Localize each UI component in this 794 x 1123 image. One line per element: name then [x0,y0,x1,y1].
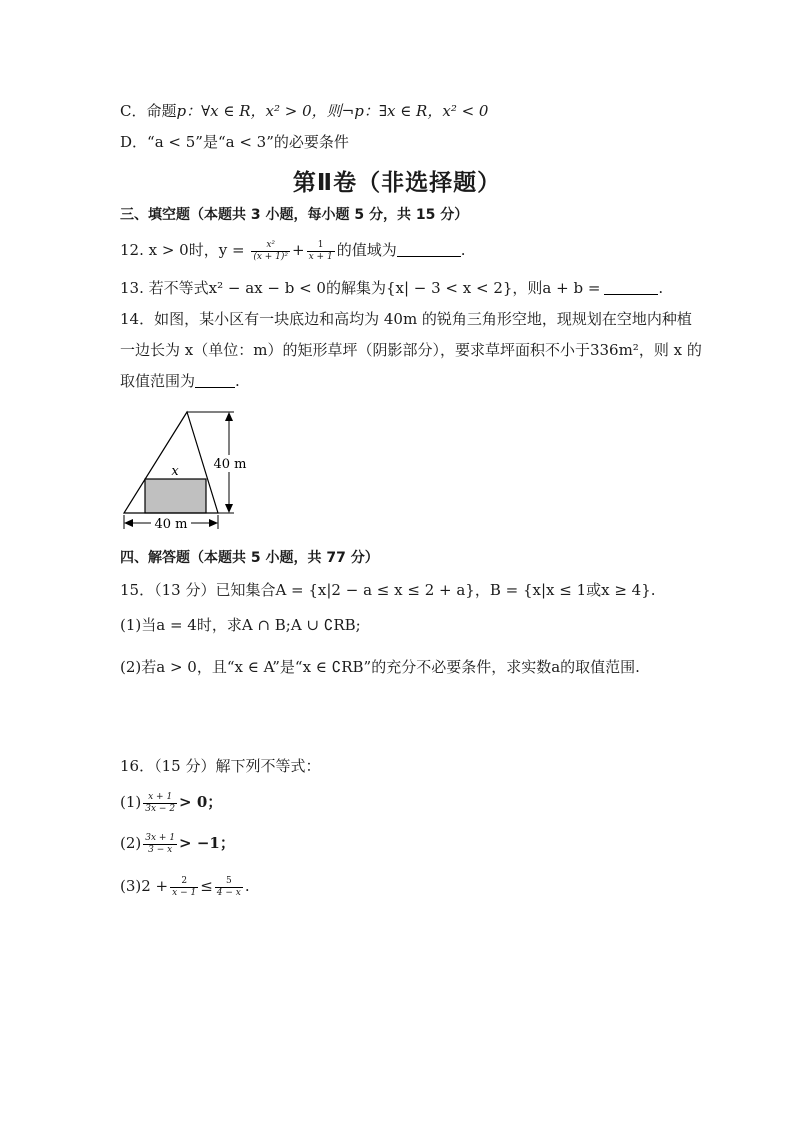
height-label: 40 m [213,457,247,472]
base-label: 40 m [154,517,188,532]
height-arrow-top [225,412,233,421]
q16-p2-rest: > −1； [179,834,235,852]
question-15-stem: 15．（13 分）已知集合A = {x|2 − a ≤ x ≤ 2 + a}，B = {x|x ≤ 1或x ≥ 4}. [120,581,656,599]
height-arrow-bottom [225,504,233,513]
q16-p3-den1: x − 1 [172,887,197,898]
q12-frac2-den: x + 1 [308,251,333,262]
q16-p3-le: ≤ [200,877,213,895]
q12-answer-blank[interactable] [397,241,461,257]
q16-p2-label: (2) [120,834,142,852]
question-16-stem: 16．（15 分）解下列不等式： [120,757,321,775]
question-12 [120,234,465,266]
q16-p1-num: x + 1 [143,792,177,804]
q16-p1-fraction [143,792,177,815]
q16-p3-den2: 4 − x [216,887,241,898]
question-16-part-1 [120,787,222,817]
q16-p1-label: (1) [120,793,142,811]
q12-end: . [460,241,466,259]
base-arrow-left [124,519,133,527]
q14-end: . [235,372,240,390]
q12-frac1-den: (x + 1)² [253,251,289,262]
rect-side-label: x [171,464,179,479]
part-title: 第Ⅱ卷（非选择题） [292,170,502,196]
base-arrow-right [209,519,218,527]
q16-p2-num: 3x + 1 [145,832,176,843]
question-15-part-1: (1)当a = 4时，求A ∩ B;A ∪ ∁RB; [120,616,361,634]
q12-frac1-num: x² [251,240,290,252]
q16-p1-den: 3x − 2 [145,803,176,814]
triangle-figure [118,405,258,535]
q14-answer-blank[interactable] [195,372,235,388]
question-13 [120,277,663,299]
q12-lead: 12. x > 0时，y = [120,241,245,259]
q16-p3-fraction-2 [215,876,243,899]
q16-p2-fraction [143,833,177,856]
question-14 [120,304,720,397]
option-d: D．“a < 5”是“a < 3”的必要条件 [120,133,349,151]
q13-text: 13. 若不等式x² − ax − b < 0的解集为{x| − 3 < x < 2}，则a + b = [120,279,601,297]
q16-p3-num1: 2 [170,876,198,888]
q14-line-2: 一边长为 x（单位：m）的矩形草坪（阴影部分），要求草坪面积不小于336m²，则 x 的 [120,341,702,359]
q16-p3-label: (3)2 + [120,877,169,895]
q16-p2-den: 3 − x [148,844,173,855]
q16-p3-num2: 5 [215,876,243,888]
lawn-rectangle [145,479,206,513]
question-16-part-2 [120,828,235,858]
q13-answer-blank[interactable] [604,279,658,295]
q13-end: . [658,279,664,297]
q16-p3-end: . [244,877,250,895]
q12-frac2-num: 1 [307,240,335,252]
q12-plus: + [292,241,305,259]
q14-line-1: 14．如图，某小区有一块底边和高均为 40m 的锐角三角形空地，现规划在空地内种植 [120,310,692,328]
section-4-header: 四、解答题（本题共 5 小题，共 77 分） [120,550,379,566]
option-c [120,100,488,122]
option-c-content: p：∀x ∈ R，x² > 0，则¬p：∃x ∈ R，x² < 0 [176,102,489,120]
option-c-prefix: C．命题 [120,102,177,120]
q14-line-3-text: 取值范围为 [120,372,196,390]
q12-tail: 的值域为 [336,241,397,259]
section-3-header: 三、填空题（本题共 3 小题，每小题 5 分，共 15 分） [120,207,469,223]
q14-line-3 [120,366,720,397]
q16-p3-fraction-1 [170,876,198,899]
q12-fraction-1 [251,240,290,263]
q12-fraction-2 [307,240,335,263]
question-16-part-3 [120,871,250,901]
question-15-part-2: (2)若a > 0，且“x ∈ A”是“x ∈ ∁RB”的充分不必要条件，求实数a的取值范围. [120,658,640,676]
q16-p1-rest: > 0； [179,793,223,811]
